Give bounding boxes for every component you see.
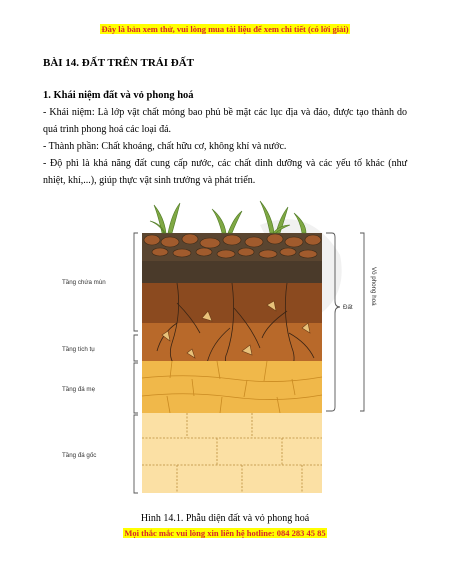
layer-label-bedrock: Tầng đá gốc <box>62 452 97 459</box>
soil-profile-illustration <box>50 195 400 505</box>
topsoil-layer <box>142 283 322 323</box>
layer-label-accumulation: Tầng tích tụ <box>62 346 95 353</box>
figure-caption: Hình 14.1. Phẫu diện đất và vỏ phong hoá <box>140 513 310 524</box>
section-heading: 1. Khái niệm đất và vỏ phong hoá <box>43 90 194 101</box>
dark-humus-band <box>142 261 322 283</box>
bracket-label-weathering-crust: Vỏ phong hoá <box>370 267 377 306</box>
hotline-notice: Mọi thắc mắc vui lòng xin liên hệ hotline: 084 283 45 85 <box>124 528 326 538</box>
left-brackets <box>134 233 138 493</box>
soil-profile-figure <box>50 195 400 505</box>
paragraph-composition: - Thành phần: Chất khoáng, chất hữu cơ, không khí và nước. <box>43 141 287 152</box>
layer-label-humus: Tầng chứa mùn <box>62 279 106 286</box>
bedrock-layer <box>142 413 322 493</box>
accumulation-layer <box>142 323 322 361</box>
lesson-title: BÀI 14. ĐẤT TRÊN TRÁI ĐẤT <box>43 57 194 69</box>
bracket-label-soil: Đất <box>343 304 353 311</box>
paragraph-fertility: - Độ phì là khả năng đất cung cấp nước, các chất dinh dưỡng và các yếu tố khác (như nhiệt, khí,...), giúp thực vật sinh trưởng và phát triển. <box>43 158 407 186</box>
plants <box>150 201 306 233</box>
paragraph-definition: - Khái niệm: Là lớp vật chất mỏng bao phủ bề mặt các lục địa và đảo, được tạo thành do quá trình phong hoá các loại đá. <box>43 107 407 135</box>
preview-notice: Đây là bản xem thử, vui lòng mua tài liệu để xem chi tiết (có lời giải) <box>101 24 349 34</box>
layer-label-parent-rock: Tầng đá mẹ <box>62 386 96 393</box>
soil-column <box>142 233 322 493</box>
